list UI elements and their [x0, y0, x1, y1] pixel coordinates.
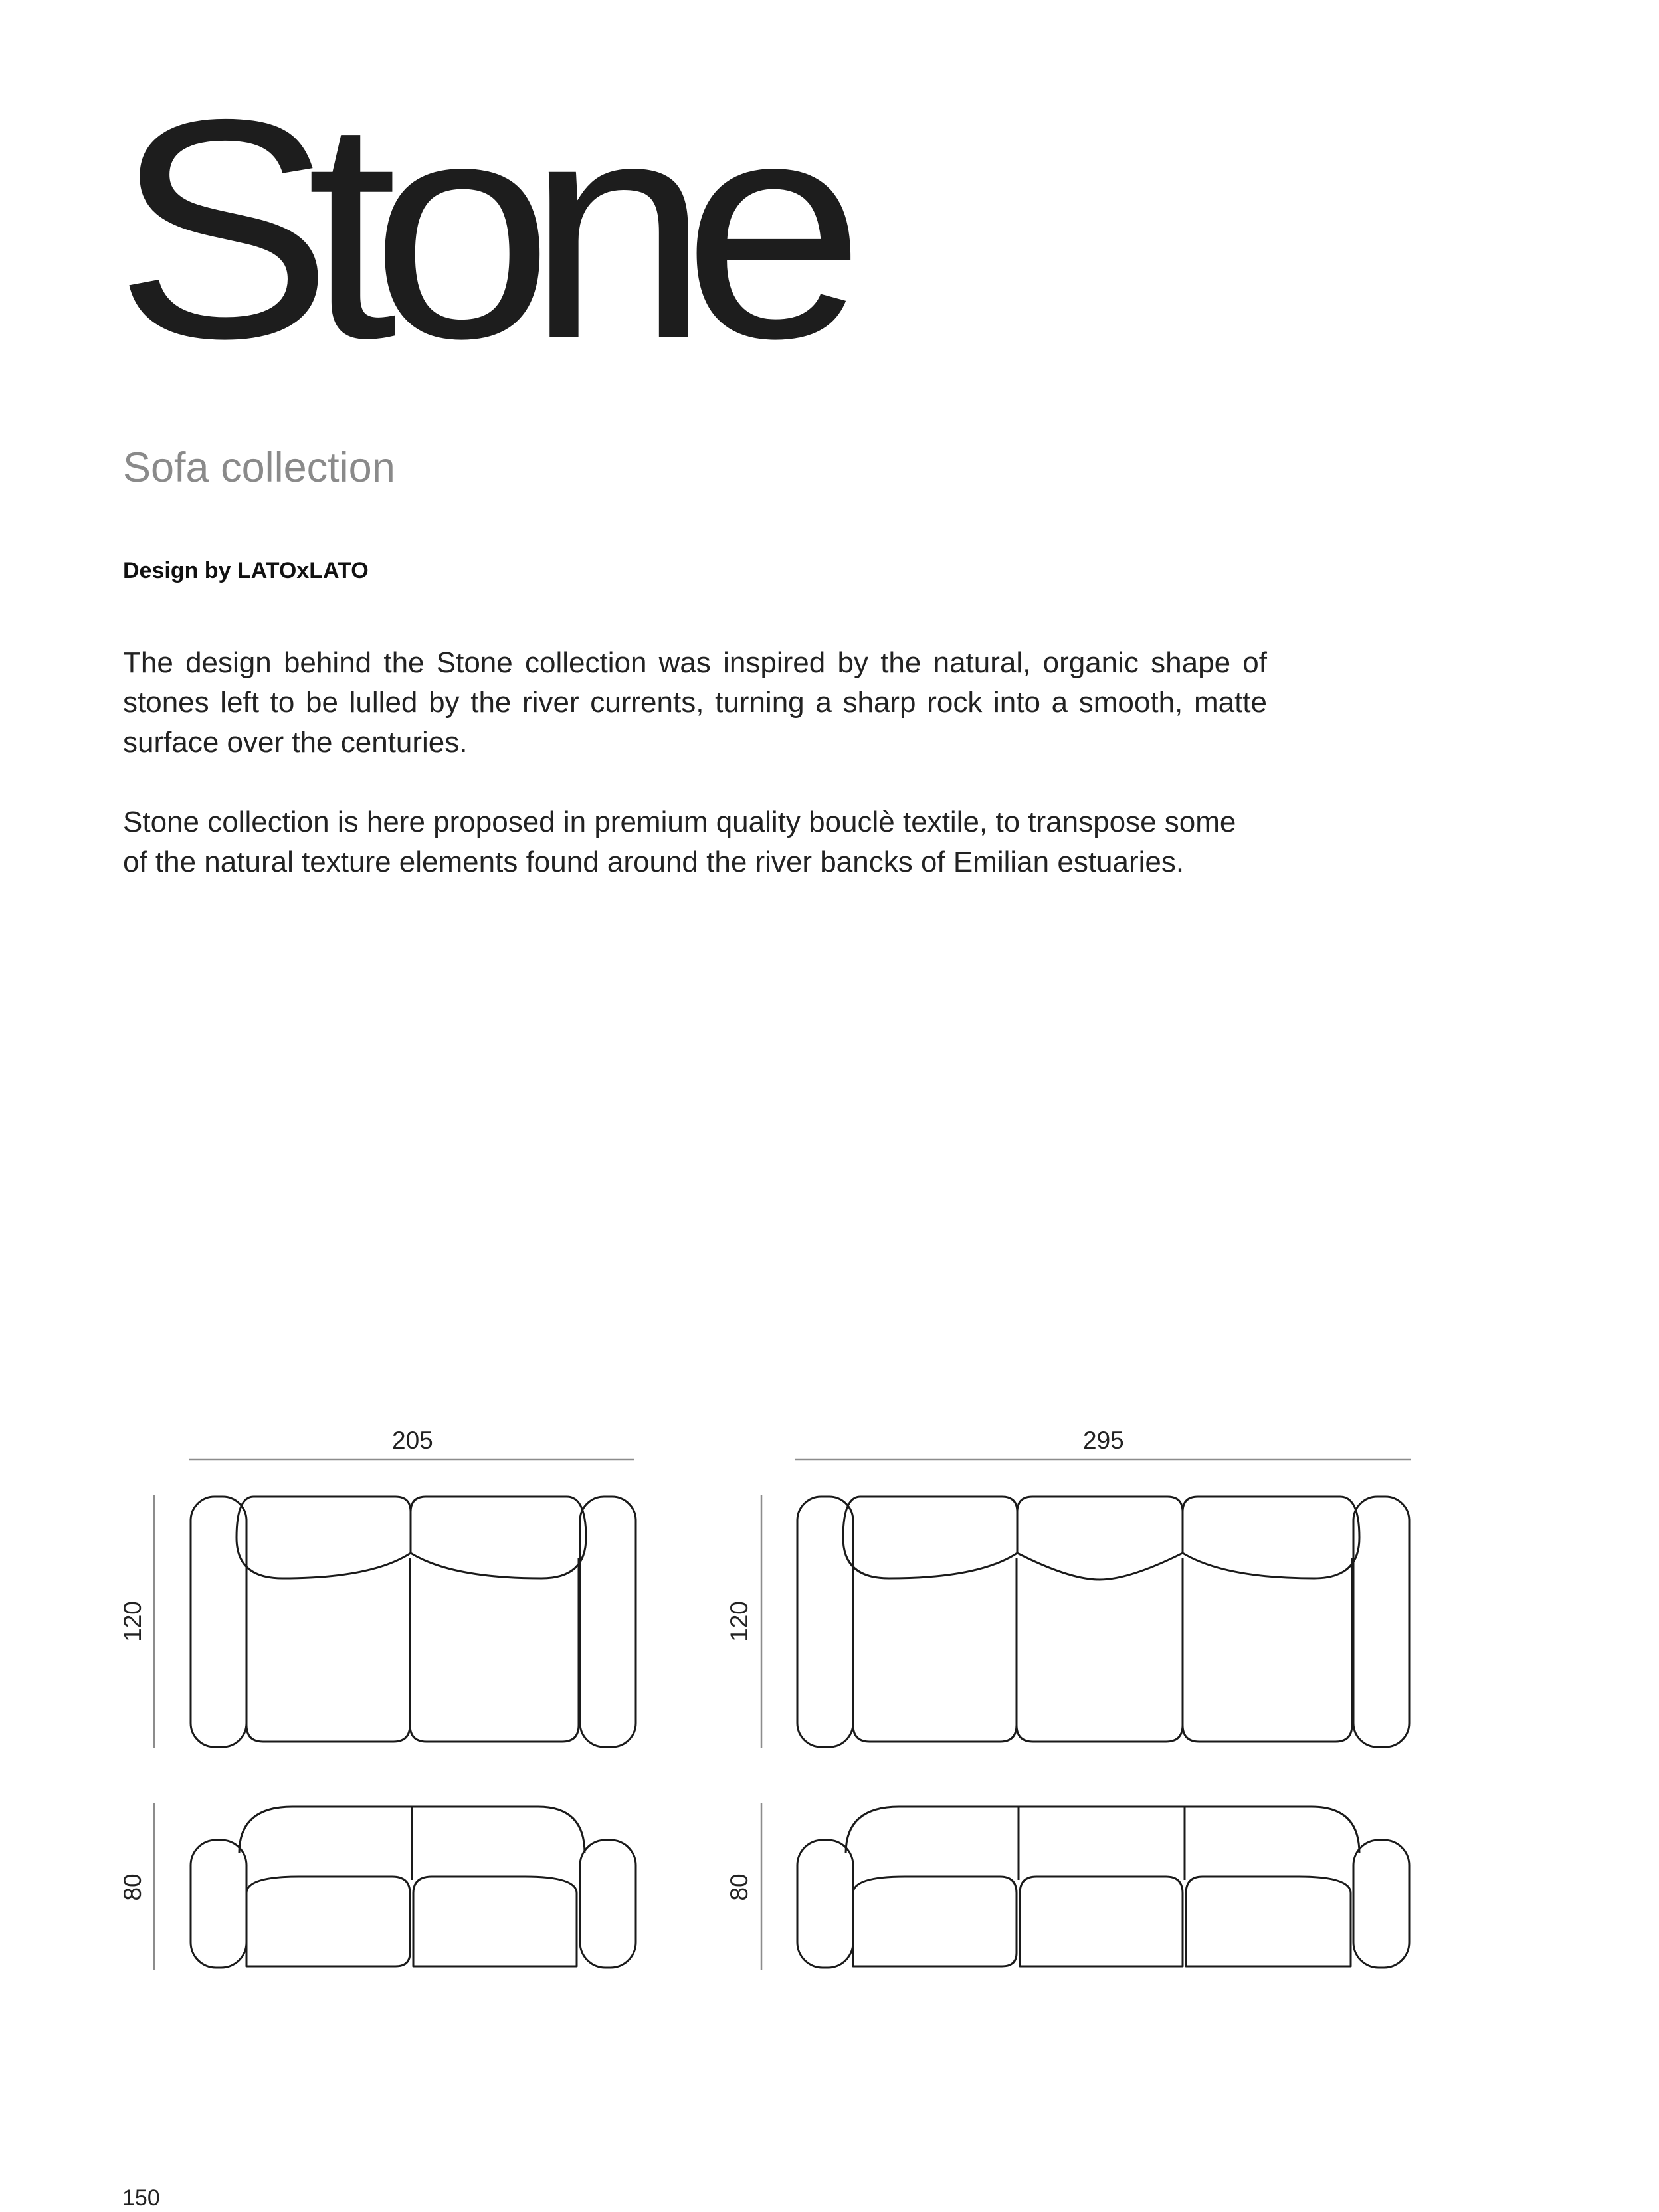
seat-cushion	[1183, 1558, 1352, 1742]
three-seater-height-label: 80	[726, 1873, 753, 1901]
back-cushion	[1183, 1497, 1359, 1578]
seat-cushion	[1020, 1877, 1183, 1966]
back-cushion	[411, 1497, 586, 1578]
two-seater-height-label: 80	[119, 1873, 146, 1901]
page-number: 150	[122, 2185, 160, 2211]
back-cushion	[239, 1807, 412, 1880]
three-seater-front-view	[797, 1807, 1409, 1968]
armrest	[1353, 1497, 1409, 1747]
armrest	[580, 1840, 636, 1968]
two-seater-width-label: 205	[392, 1427, 433, 1454]
seat-cushion	[1186, 1877, 1351, 1966]
back-cushion	[843, 1497, 1017, 1578]
armrest	[797, 1840, 853, 1968]
three-seater-top-view	[797, 1497, 1409, 1747]
designer-credit: Design by LATOxLATO	[123, 558, 369, 583]
armrest	[797, 1497, 853, 1747]
description-paragraph: Stone collection is here proposed in premium quality bouclè textile, to transpose some of the natural texture elements found around the river bancks of Emilian estuaries.	[123, 806, 1236, 878]
armrest	[580, 1497, 636, 1747]
two-seater-front-view	[191, 1807, 636, 1968]
back-cushion	[846, 1807, 1019, 1880]
seat-cushion	[246, 1877, 410, 1966]
armrest	[191, 1497, 246, 1747]
seat-cushion	[413, 1877, 577, 1966]
page-title: Stone	[114, 54, 839, 403]
back-cushion	[237, 1497, 411, 1578]
armrest	[1353, 1840, 1409, 1968]
back-cushion	[412, 1807, 585, 1880]
description-paragraph: The design behind the Stone collection was inspired by the natural, organic shape of stones left to be lulled by the river currents, turning a sharp rock into a smooth, matte surface over the centuries.	[123, 646, 1267, 759]
seat-cushion	[246, 1558, 410, 1742]
three-seater-depth-label: 120	[726, 1601, 753, 1642]
subtitle: Sofa collection	[123, 444, 395, 491]
back-cushion	[1017, 1497, 1183, 1580]
two-seater-depth-label: 120	[119, 1601, 146, 1642]
two-seater-top-view	[191, 1497, 636, 1747]
armrest	[191, 1840, 246, 1968]
seat-cushion	[1017, 1558, 1183, 1742]
back-cushion	[1019, 1807, 1185, 1880]
three-seater-width-label: 295	[1083, 1427, 1124, 1454]
back-cushion	[1185, 1807, 1359, 1853]
seat-cushion	[853, 1558, 1017, 1742]
seat-cushion	[853, 1877, 1017, 1966]
seat-cushion	[410, 1558, 579, 1742]
